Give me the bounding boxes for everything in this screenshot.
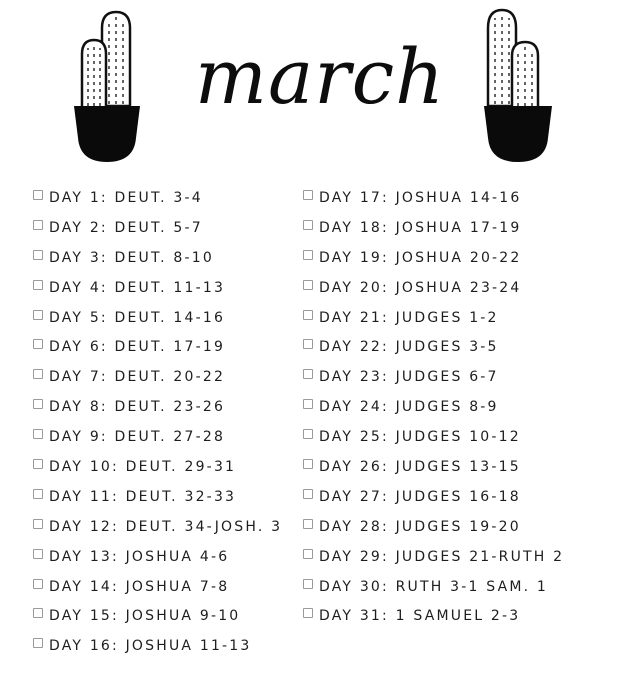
reading-day-label: DAY 25: JUDGES 10-12 [319,429,521,446]
reading-day-item[interactable] [303,332,564,362]
reading-day-item[interactable] [33,332,282,362]
reading-day-label: DAY 18: JOSHUA 17-19 [319,219,522,236]
reading-day-item[interactable] [33,512,282,542]
reading-list-left [33,183,282,661]
reading-day-item[interactable] [303,482,564,512]
checkbox-icon[interactable] [303,280,313,290]
reading-day-label: DAY 24: JUDGES 8-9 [319,399,499,416]
reading-day-label: DAY 3: DEUT. 8-10 [49,249,214,266]
checkbox-icon[interactable] [33,549,43,559]
reading-day-item[interactable] [303,362,564,392]
reading-day-label: DAY 10: DEUT. 29-31 [49,458,237,475]
reading-day-item[interactable] [303,392,564,422]
reading-day-item[interactable] [33,572,282,602]
reading-day-item[interactable] [303,183,564,213]
checkbox-icon[interactable] [303,608,313,618]
checkbox-icon[interactable] [303,250,313,260]
reading-day-label: DAY 20: JOSHUA 23-24 [319,279,522,296]
reading-day-label: DAY 30: RUTH 3-1 SAM. 1 [319,578,549,595]
checkbox-icon[interactable] [33,190,43,200]
reading-day-item[interactable] [33,601,282,631]
reading-day-label: DAY 8: DEUT. 23-26 [49,399,226,416]
checkbox-icon[interactable] [303,489,313,499]
reading-day-label: DAY 2: DEUT. 5-7 [49,219,203,236]
reading-day-label: DAY 29: JUDGES 21-RUTH 2 [319,548,565,565]
reading-day-label: DAY 11: DEUT. 32-33 [49,488,237,505]
reading-list-right [303,183,564,631]
reading-day-item[interactable] [303,422,564,452]
checkbox-icon[interactable] [303,339,313,349]
reading-day-label: DAY 4: DEUT. 11-13 [49,279,226,296]
checkbox-icon[interactable] [33,310,43,320]
checkbox-icon[interactable] [303,220,313,230]
reading-day-item[interactable] [303,572,564,602]
reading-day-item[interactable] [33,542,282,572]
reading-day-label: DAY 6: DEUT. 17-19 [49,339,226,356]
checkbox-icon[interactable] [33,608,43,618]
reading-day-item[interactable] [33,422,282,452]
reading-day-item[interactable] [33,303,282,333]
reading-day-label: DAY 5: DEUT. 14-16 [49,309,226,326]
reading-day-item[interactable] [33,213,282,243]
reading-day-item[interactable] [33,362,282,392]
reading-day-item[interactable] [33,452,282,482]
checkbox-icon[interactable] [33,250,43,260]
checkbox-icon[interactable] [303,429,313,439]
reading-day-item[interactable] [33,273,282,303]
reading-day-item[interactable] [303,452,564,482]
reading-day-label: DAY 1: DEUT. 3-4 [49,189,203,206]
reading-day-label: DAY 23: JUDGES 6-7 [319,369,499,386]
reading-day-label: DAY 7: DEUT. 20-22 [49,369,226,386]
reading-day-item[interactable] [303,512,564,542]
checkbox-icon[interactable] [33,429,43,439]
reading-day-label: DAY 17: JOSHUA 14-16 [319,189,522,206]
checkbox-icon[interactable] [33,459,43,469]
reading-day-item[interactable] [303,542,564,572]
checkbox-icon[interactable] [33,369,43,379]
checkbox-icon[interactable] [303,369,313,379]
checkbox-icon[interactable] [303,519,313,529]
checkbox-icon[interactable] [303,190,313,200]
reading-day-label: DAY 21: JUDGES 1-2 [319,309,499,326]
checkbox-icon[interactable] [33,489,43,499]
page-title: march [194,32,446,121]
reading-day-item[interactable] [303,303,564,333]
reading-day-label: DAY 28: JUDGES 19-20 [319,518,521,535]
reading-day-label: DAY 15: JOSHUA 9-10 [49,608,241,625]
reading-day-item[interactable] [303,601,564,631]
checkbox-icon[interactable] [303,579,313,589]
reading-day-item[interactable] [33,631,282,661]
reading-day-label: DAY 16: JOSHUA 11-13 [49,638,252,655]
checkbox-icon[interactable] [33,220,43,230]
checkbox-icon[interactable] [303,549,313,559]
cactus-icon [478,6,558,166]
checkbox-icon[interactable] [33,280,43,290]
checkbox-icon[interactable] [33,638,43,648]
checkbox-icon[interactable] [303,459,313,469]
reading-day-label: DAY 19: JOSHUA 20-22 [319,249,522,266]
reading-day-item[interactable] [33,243,282,273]
reading-day-item[interactable] [33,482,282,512]
checkbox-icon[interactable] [33,519,43,529]
reading-day-label: DAY 31: 1 SAMUEL 2-3 [319,608,521,625]
checkbox-icon[interactable] [33,399,43,409]
reading-day-label: DAY 13: JOSHUA 4-6 [49,548,230,565]
reading-day-item[interactable] [303,243,564,273]
checkbox-icon[interactable] [33,579,43,589]
reading-day-label: DAY 9: DEUT. 27-28 [49,429,226,446]
checkbox-icon[interactable] [303,399,313,409]
reading-day-label: DAY 22: JUDGES 3-5 [319,339,499,356]
reading-day-item[interactable] [303,273,564,303]
reading-day-item[interactable] [33,392,282,422]
checkbox-icon[interactable] [33,339,43,349]
checkbox-icon[interactable] [303,310,313,320]
reading-day-item[interactable] [33,183,282,213]
reading-day-label: DAY 27: JUDGES 16-18 [319,488,521,505]
reading-day-label: DAY 26: JUDGES 13-15 [319,458,521,475]
reading-day-label: DAY 12: DEUT. 34-JOSH. 3 [49,518,283,535]
reading-day-item[interactable] [303,213,564,243]
reading-day-label: DAY 14: JOSHUA 7-8 [49,578,230,595]
